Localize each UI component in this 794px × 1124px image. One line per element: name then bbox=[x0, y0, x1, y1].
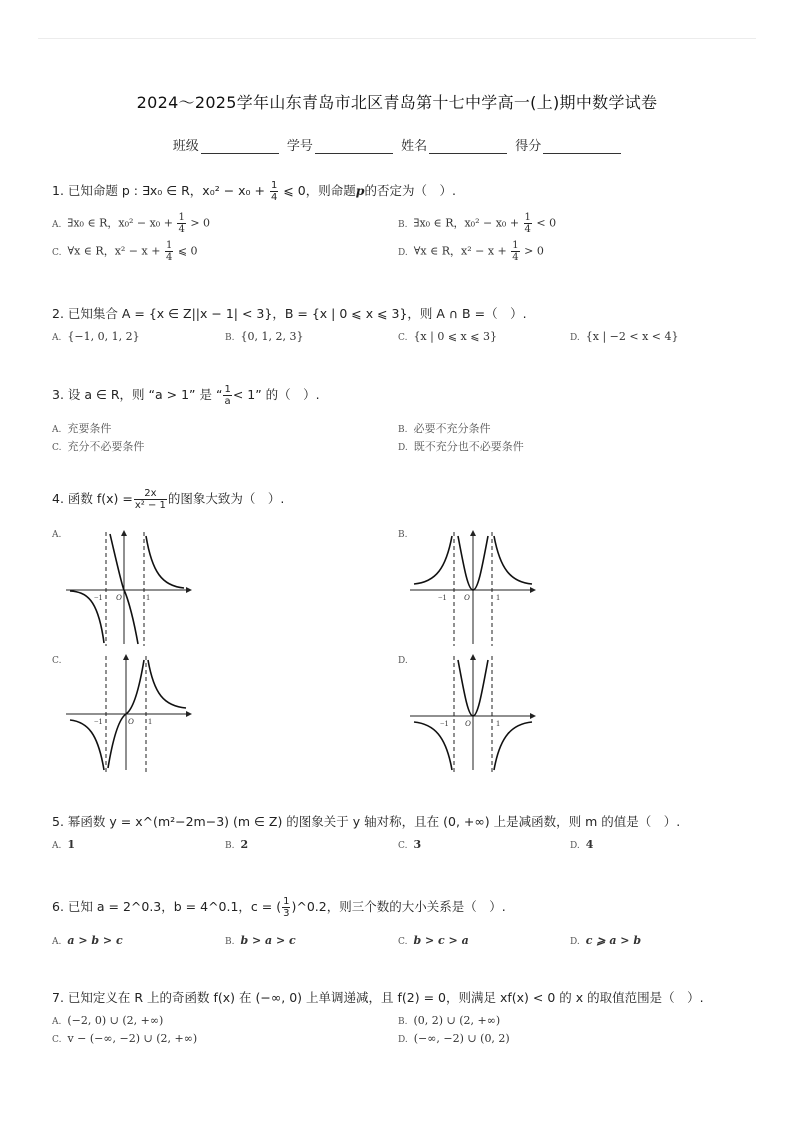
q3-stem-b: < 1” 的（ ）. bbox=[232, 387, 320, 402]
q5-option-b-label: B. bbox=[225, 841, 235, 851]
q1-option-d-post: > 0 bbox=[524, 244, 544, 258]
q7-option-b-text: (0, 2) ∪ (2, +∞) bbox=[413, 1014, 501, 1027]
q3-option-d-text: 既不充分也不必要条件 bbox=[413, 440, 524, 453]
q7-option-d[interactable] bbox=[398, 1032, 510, 1045]
x-axis-arrow bbox=[530, 587, 536, 593]
q1-option-b-frac bbox=[524, 212, 532, 235]
q6-option-d-label: D. bbox=[570, 937, 580, 947]
q1-stem-b: ⩽ 0，则命题 bbox=[283, 183, 356, 198]
q5-option-a[interactable] bbox=[52, 838, 75, 851]
q2-option-b-text: {0, 1, 2, 3} bbox=[240, 330, 304, 343]
q3-option-c-text: 充分不必要条件 bbox=[67, 440, 145, 453]
q1-frac-num: 1 bbox=[271, 180, 278, 191]
q1-a-frac-num: 1 bbox=[178, 212, 185, 223]
q1-option-c-label: C. bbox=[52, 247, 62, 258]
q1-c-frac-num: 1 bbox=[165, 240, 173, 251]
q2-option-a-label: A. bbox=[52, 333, 62, 343]
q1-a-frac-den: 4 bbox=[178, 224, 185, 235]
q1-c-frac-den: 4 bbox=[165, 252, 173, 263]
q2-option-b[interactable] bbox=[225, 330, 303, 343]
q1-prefix: 1. 已知命题 bbox=[52, 183, 118, 198]
q1-option-d-frac bbox=[511, 240, 519, 263]
q2-option-c-label: C. bbox=[398, 333, 408, 343]
x-axis-arrow bbox=[186, 587, 192, 593]
q7-option-d-label: D. bbox=[398, 1035, 408, 1045]
q1-option-b-post: < 0 bbox=[536, 216, 557, 230]
q4-frac-den: x² − 1 bbox=[134, 500, 166, 511]
q5-option-b-text: 2 bbox=[240, 838, 249, 851]
q5-option-a-label: A. bbox=[52, 841, 62, 851]
q5-option-d-label: D. bbox=[570, 841, 580, 851]
q1-d-frac-num: 1 bbox=[512, 240, 519, 251]
question-7-stem: 7. 已知定义在 R 上的奇函数 f(x) 在 (−∞, 0) 上单调递减，且 f(2) = 0，则满足 xf(x) < 0 的 x 的取值范围是（ ）. bbox=[52, 990, 704, 1005]
q7-option-d-text: (−∞, −2) ∪ (0, 2) bbox=[413, 1032, 510, 1045]
q6-option-a-text: a > b > c bbox=[67, 934, 123, 947]
q5-option-b[interactable] bbox=[225, 838, 248, 851]
q4-option-a-label[interactable]: A. bbox=[52, 530, 62, 540]
q1-option-a-post: > 0 bbox=[190, 216, 211, 230]
q1-option-a-label: A. bbox=[52, 219, 62, 230]
q4-stem-b: 的图象大致为（ ）. bbox=[167, 491, 285, 506]
class-label: 班级 bbox=[172, 139, 199, 154]
q3-option-a-text: 充要条件 bbox=[67, 422, 112, 435]
q1-stem-p: p bbox=[355, 183, 365, 198]
y-axis-arrow bbox=[470, 654, 476, 660]
q1-option-a-pre: ∃x₀ ∈ R，x₀² − x₀ + bbox=[67, 216, 173, 230]
q4-option-d-label[interactable]: D. bbox=[398, 656, 408, 666]
q1-option-c[interactable] bbox=[52, 240, 198, 263]
q4-graph-a[interactable] bbox=[66, 528, 194, 648]
q3-option-c-label: C. bbox=[52, 443, 62, 453]
q3-option-b-label: B. bbox=[398, 425, 408, 435]
label-one: 1 bbox=[496, 719, 500, 728]
q2-option-a-text: {−1, 0, 1, 2} bbox=[67, 330, 140, 343]
y-axis-arrow bbox=[470, 530, 476, 536]
curve-left bbox=[414, 536, 452, 584]
q1-option-b-pre: ∃x₀ ∈ R，x₀² − x₀ + bbox=[413, 216, 520, 230]
q1-option-c-pre: ∀x ∈ R，x² − x + bbox=[67, 244, 161, 258]
q1-option-c-post: ⩽ 0 bbox=[177, 244, 198, 258]
q1-option-d[interactable] bbox=[398, 240, 544, 263]
q5-option-c-text: 3 bbox=[413, 838, 422, 851]
q1-stem-a: p : ∃x₀ ∈ R，x₀² − x₀ + bbox=[121, 183, 266, 198]
q5-option-d[interactable] bbox=[570, 838, 593, 851]
q2-option-d-label: D. bbox=[570, 333, 580, 343]
q6-option-d-text: c ⩾ a > b bbox=[585, 934, 642, 947]
number-label: 学号 bbox=[286, 139, 313, 154]
q7-option-c[interactable] bbox=[52, 1032, 197, 1045]
q6-stem-a: 6. 已知 a = 2^0.3，b = 4^0.1，c = ( bbox=[52, 899, 282, 914]
number-blank[interactable] bbox=[315, 141, 393, 154]
q6-option-b-label: B. bbox=[225, 937, 235, 947]
name-label: 姓名 bbox=[401, 139, 428, 154]
curve-right bbox=[494, 536, 532, 584]
q5-option-c-label: C. bbox=[398, 841, 408, 851]
q3-option-a[interactable] bbox=[52, 420, 111, 436]
q2-option-d-text: {x | −2 < x < 4} bbox=[585, 330, 679, 343]
q1-option-a-frac bbox=[177, 212, 185, 235]
label-neg-one: −1 bbox=[94, 717, 103, 726]
q6-option-d[interactable] bbox=[570, 934, 641, 947]
label-neg-one: −1 bbox=[94, 593, 103, 602]
y-axis-arrow bbox=[123, 654, 129, 660]
q1-option-d-label: D. bbox=[398, 247, 408, 258]
q3-option-b-text: 必要不充分条件 bbox=[413, 422, 491, 435]
label-one: 1 bbox=[146, 593, 150, 602]
q6-option-b-text: b > a > c bbox=[240, 934, 296, 947]
q6-fraction bbox=[282, 896, 290, 919]
q1-stem-d: 的否定为（ ）. bbox=[364, 183, 456, 198]
q4-option-c-label[interactable]: C. bbox=[52, 656, 62, 666]
curve-left bbox=[414, 722, 452, 770]
q6-option-a[interactable] bbox=[52, 934, 123, 947]
curve-left bbox=[70, 720, 104, 770]
label-one: 1 bbox=[148, 717, 152, 726]
question-4-stem bbox=[52, 488, 284, 511]
label-origin: O bbox=[465, 719, 471, 728]
q1-d-frac-den: 4 bbox=[512, 252, 519, 263]
q4-graph-b[interactable] bbox=[410, 528, 538, 648]
label-origin: O bbox=[128, 717, 134, 726]
q3-option-a-label: A. bbox=[52, 425, 62, 435]
q7-option-a-text: (−2, 0) ∪ (2, +∞) bbox=[67, 1014, 164, 1027]
q1-option-b[interactable] bbox=[398, 212, 556, 235]
q3-fraction bbox=[223, 384, 231, 407]
q2-option-c-text: {x | 0 ⩽ x ⩽ 3} bbox=[413, 330, 497, 343]
q2-option-a[interactable] bbox=[52, 330, 140, 343]
q5-option-c[interactable] bbox=[398, 838, 421, 851]
q7-option-c-label: C. bbox=[52, 1035, 62, 1045]
exam-title: 2024～2025学年山东青岛市北区青岛第十七中学高一(上)期中数学试卷 bbox=[136, 93, 658, 112]
score-blank[interactable] bbox=[543, 141, 621, 154]
curve-right bbox=[148, 660, 186, 708]
q1-b-frac-num: 1 bbox=[524, 212, 531, 223]
name-blank[interactable] bbox=[429, 141, 507, 154]
q1-option-c-frac bbox=[165, 240, 173, 263]
q3-option-c[interactable] bbox=[52, 438, 144, 454]
x-axis-arrow bbox=[186, 711, 192, 717]
q6-option-b[interactable] bbox=[225, 934, 296, 947]
label-neg-one: −1 bbox=[440, 719, 449, 728]
q4-fraction bbox=[134, 488, 167, 511]
q1-option-d-pre: ∀x ∈ R，x² − x + bbox=[413, 244, 507, 258]
q2-option-d[interactable] bbox=[570, 330, 679, 343]
q7-option-a-label: A. bbox=[52, 1017, 62, 1027]
label-origin: O bbox=[116, 593, 122, 602]
q7-option-b-label: B. bbox=[398, 1017, 408, 1027]
question-1-stem bbox=[52, 180, 456, 203]
q1-b-frac-den: 4 bbox=[524, 224, 531, 235]
q6-option-c[interactable] bbox=[398, 934, 469, 947]
q4-stem-a: 4. 函数 f(x) = bbox=[52, 491, 133, 506]
label-neg-one: −1 bbox=[438, 593, 447, 602]
q6-option-c-label: C. bbox=[398, 937, 408, 947]
q3-option-b[interactable] bbox=[398, 420, 490, 436]
question-3-stem bbox=[52, 384, 320, 407]
score-label: 得分 bbox=[515, 139, 542, 154]
q3-frac-den: a bbox=[224, 396, 231, 407]
q4-option-b-label[interactable]: B. bbox=[398, 530, 408, 540]
q6-frac-den: 3 bbox=[283, 908, 290, 919]
curve-right bbox=[146, 536, 184, 588]
label-origin: O bbox=[464, 593, 470, 602]
q7-option-a[interactable] bbox=[52, 1014, 163, 1027]
q3-frac-num: 1 bbox=[224, 384, 231, 395]
q1-option-a[interactable] bbox=[52, 212, 210, 235]
question-6-stem bbox=[52, 896, 506, 919]
q1-frac-den: 4 bbox=[271, 192, 278, 203]
q3-stem-a: 3. 设 a ∈ R，则 “a > 1” 是 “ bbox=[52, 387, 223, 402]
q6-stem-b: )^0.2，则三个数的大小关系是（ ）. bbox=[291, 899, 506, 914]
x-axis-arrow bbox=[530, 713, 536, 719]
q5-option-d-text: 4 bbox=[585, 838, 594, 851]
q7-option-b[interactable] bbox=[398, 1014, 500, 1027]
class-blank[interactable] bbox=[201, 141, 279, 154]
student-info-line bbox=[0, 135, 794, 154]
label-one: 1 bbox=[496, 593, 500, 602]
y-axis-arrow bbox=[121, 530, 127, 536]
q5-option-a-text: 1 bbox=[67, 838, 76, 851]
q6-frac-num: 1 bbox=[283, 896, 290, 907]
q6-option-a-label: A. bbox=[52, 937, 62, 947]
q1-option-b-label: B. bbox=[398, 219, 408, 230]
q4-graph-d[interactable] bbox=[410, 652, 538, 774]
page-top-rule bbox=[38, 38, 756, 39]
question-5-stem: 5. 幂函数 y = x^(m²−2m−3) (m ∈ Z) 的图象关于 y 轴对称，且在 (0, +∞) 上是减函数，则 m 的值是（ ）. bbox=[52, 814, 681, 829]
question-2-stem: 2. 已知集合 A = {x ∈ Z||x − 1| < 3}，B = {x | 0 ⩽ x ⩽ 3}，则 A ∩ B =（ ）. bbox=[52, 306, 527, 321]
q1-fraction bbox=[270, 180, 278, 203]
q4-graph-c[interactable] bbox=[66, 652, 194, 774]
q2-option-b-label: B. bbox=[225, 333, 235, 343]
curve-right bbox=[494, 722, 532, 770]
q2-option-c[interactable] bbox=[398, 330, 497, 343]
q6-option-c-text: b > c > a bbox=[413, 934, 469, 947]
q7-option-c-text: v − (−∞, −2) ∪ (2, +∞) bbox=[67, 1032, 198, 1045]
q4-frac-num: 2x bbox=[134, 488, 167, 500]
q3-option-d-label: D. bbox=[398, 443, 408, 453]
q3-option-d[interactable] bbox=[398, 438, 524, 454]
